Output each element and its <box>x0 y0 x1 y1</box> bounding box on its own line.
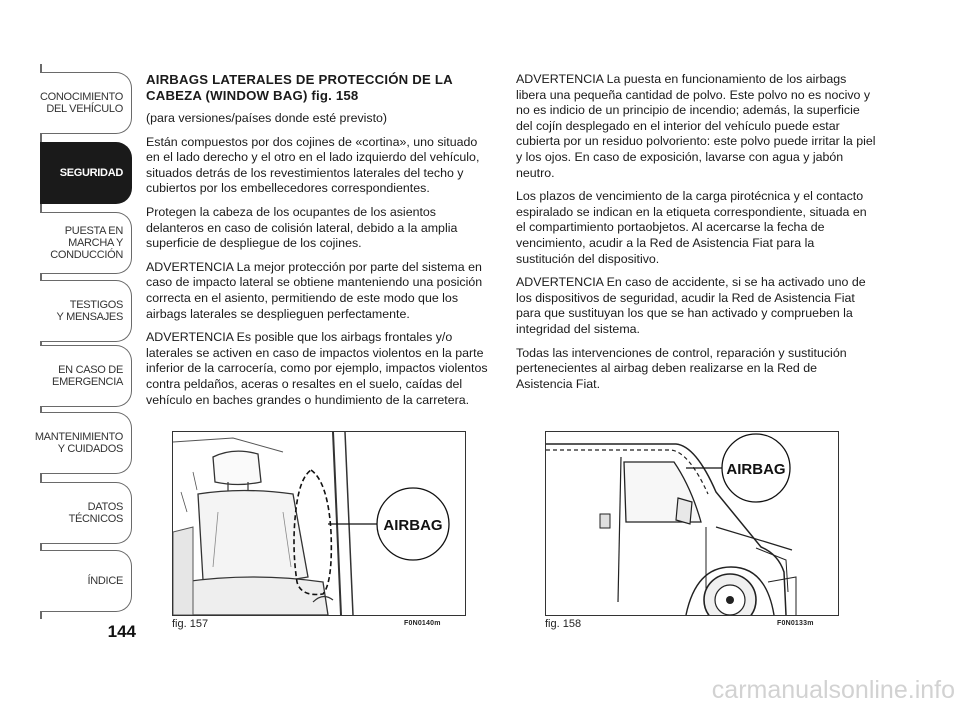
paragraph: Protegen la cabeza de los ocupantes de los asientos delanteros en caso de colisión lateral, debido a la amplia superficie de despliegue de los cojines. <box>146 204 458 251</box>
warning-paragraph: ADVERTENCIA La puesta en funcionamiento de los airbags libera una pequeña cantidad de polvo. Este polvo no es nocivo y no es indicio de un principio de incendio; además, la superficie del cojín desplegado en el interior del vehículo puede estar cubierta por un residuo polvoriento: este polvo puede irritar la piel y los ojos. En caso de exposición, lavarse con agua y jabón neutro. <box>516 72 876 180</box>
section-sidebar <box>0 0 140 709</box>
warning-paragraph: ADVERTENCIA En caso de accidente, si se ha activado uno de los dispositivos de seguridad, acudir la Red de Asistencia Fiat para que sustituyan los que se han activado y comprueben la integridad del sistema. <box>516 275 866 336</box>
watermark-text: carmanualsonline.info <box>711 676 955 704</box>
tab-conocimiento-del-vehiculo[interactable]: CONOCIMIENTO DEL VEHÍCULO <box>40 72 132 134</box>
tab-seguridad[interactable]: SEGURIDAD <box>40 142 132 204</box>
tab-testigos-y-mensajes[interactable]: TESTIGOS Y MENSAJES <box>40 280 132 342</box>
section-heading: AIRBAGS LATERALES DE PROTECCIÓN DE LA CABEZA (WINDOW BAG) fig. 158 <box>146 72 453 103</box>
paragraph: Los plazos de vencimiento de la carga pirotécnica y el contacto espiralado se indican en la etiqueta correspondiente, situada en el compartimiento portaobjetos. Al acercarse la fecha de vencimiento, acudir a la Red de Asistencia Fiat para la sustitución del dispositivo. <box>516 189 867 266</box>
airbag-label: AIRBAG <box>383 517 443 534</box>
van-illustration <box>546 432 838 615</box>
figure-caption: fig. 158 <box>545 618 582 630</box>
paragraph: Están compuestos por dos cojines de «cortina», uno situado en el lado derecho y el otro en el lado izquierdo del vehículo, situados detrás de los revestimientos laterales del techo y cubiertos por los embellecedores correspondientes. <box>146 134 480 196</box>
left-column <box>146 72 494 416</box>
tab-indice[interactable]: ÍNDICE <box>40 550 132 612</box>
figure-157-seat-airbag <box>172 431 466 616</box>
section-subheading: (para versiones/países donde esté previsto) <box>146 111 388 125</box>
tab-en-caso-de-emergencia[interactable]: EN CASO DE EMERGENCIA <box>40 345 132 407</box>
tab-puesta-en-marcha[interactable]: PUESTA EN MARCHA Y CONDUCCIÓN <box>40 212 132 274</box>
figure-code: F0N0133m <box>777 620 814 627</box>
figure-caption: fig. 157 <box>172 618 209 630</box>
tab-mantenimiento-y-cuidados[interactable]: MANTENIMIENTO Y CUIDADOS <box>40 412 132 474</box>
seat-illustration <box>173 432 465 615</box>
tab-datos-tecnicos[interactable]: DATOS TÉCNICOS <box>40 482 132 544</box>
paragraph: Todas las intervenciones de control, reparación y sustitución pertenecientes al airbag deben realizarse en la Red de Asistencia Fiat. <box>516 345 847 391</box>
right-column <box>516 72 876 400</box>
page-number: 144 <box>107 622 136 641</box>
warning-paragraph: ADVERTENCIA La mejor protección por parte del sistema en caso de impacto lateral se obtiene manteniendo una posición correcta en el asiento, permitiendo de este modo que los airbags laterales se desplieguen perfectamente. <box>146 259 483 321</box>
warning-paragraph: ADVERTENCIA Es posible que los airbags frontales y/o laterales se activen en caso de impactos violentos en la parte inferior de la carrocería, como por ejemplo, impactos violentos contra peldaños, aceras o resaltes en el suelo, caídas del vehículo en baches grandes o hundimiento de la carretera. <box>146 330 488 407</box>
airbag-label: AIRBAG <box>726 461 786 478</box>
figure-158-van-airbag <box>545 431 839 616</box>
figure-code: F0N0140m <box>404 620 441 627</box>
